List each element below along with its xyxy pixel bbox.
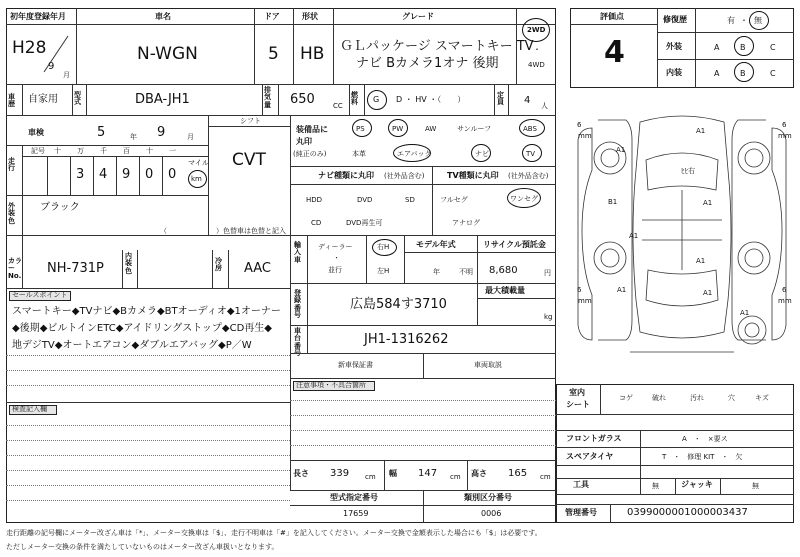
length-unit: cm bbox=[365, 473, 376, 481]
tools-label: 工具 bbox=[573, 480, 589, 489]
length-value: 339 bbox=[330, 468, 350, 479]
tv-analog: アナログ bbox=[452, 219, 480, 227]
interior-b: B bbox=[740, 69, 746, 78]
equipment-item: サンルーフ bbox=[457, 125, 492, 133]
mileage-digit: 0 bbox=[168, 167, 177, 182]
exterior-label: 外装 bbox=[666, 42, 682, 51]
mileage-label: 走行 bbox=[8, 157, 15, 173]
mileage-cell-divider bbox=[139, 156, 140, 195]
tire-label-rl: 6 bbox=[577, 286, 582, 294]
damage-mark: A1 bbox=[696, 257, 706, 265]
nav-sd: SD bbox=[405, 196, 415, 204]
mileage-unit-header: 一 bbox=[169, 147, 176, 155]
displacement-label: 排気量 bbox=[264, 86, 271, 109]
tv-oneseg: ワンセグ bbox=[510, 195, 538, 203]
selling-line-3: 地デジTV◆オートエアコン◆ダブルエアバッグ◆P／W bbox=[12, 340, 252, 351]
fuel-g: G bbox=[373, 95, 380, 104]
notes-label: 注意事項・不具合箇所 bbox=[296, 381, 366, 389]
import-parallel: 並行 bbox=[328, 266, 342, 274]
ac-label: 冷房 bbox=[215, 257, 222, 273]
selling-label: セールスポイント bbox=[12, 291, 68, 299]
nav-note: (社外品含む) bbox=[384, 172, 425, 180]
import-label: 輸入車 bbox=[294, 241, 301, 264]
mileage-digit: 9 bbox=[122, 167, 131, 182]
width-unit: cm bbox=[450, 473, 461, 481]
nav-title: ナビ種類に丸印 bbox=[318, 171, 374, 180]
body-shape: HB bbox=[300, 44, 325, 64]
damage-mark: A1 bbox=[617, 286, 627, 294]
mileage-unit-header: 百 bbox=[123, 147, 130, 155]
tire-unit-rl: mm bbox=[578, 297, 592, 305]
door-count: 5 bbox=[268, 44, 279, 64]
mileage-unit-header: 記号 bbox=[31, 147, 45, 155]
door-label: ドア bbox=[264, 12, 280, 21]
jack-label: ジャッキ bbox=[681, 480, 713, 489]
repair-ari: 有 bbox=[727, 16, 735, 25]
equipment-item: ABS bbox=[523, 125, 537, 133]
mileage-digit: 4 bbox=[99, 167, 108, 182]
equipment-label-1: 装備品に bbox=[296, 125, 328, 134]
model-year-value: 不明 bbox=[459, 268, 473, 276]
shift-label: シフト bbox=[240, 117, 261, 125]
cc-unit: CC bbox=[333, 102, 343, 110]
damage-mark: A1 bbox=[629, 232, 639, 240]
fuel-label: 燃料 bbox=[351, 91, 358, 107]
recycle-label: リサイクル預託金 bbox=[483, 240, 546, 249]
seat-yabure: 破れ bbox=[652, 394, 666, 402]
class-no-value: 0006 bbox=[481, 509, 502, 518]
mileage-digit: 3 bbox=[76, 167, 85, 182]
mileage-unit-header: 万 bbox=[77, 147, 84, 155]
first-reg-month: 9 bbox=[48, 61, 55, 72]
registration-label: 登録番号 bbox=[294, 289, 301, 320]
exterior-c: C bbox=[770, 43, 776, 52]
shift-value: CVT bbox=[232, 150, 266, 170]
recycle-unit: 円 bbox=[544, 269, 551, 277]
mileage-cell-divider bbox=[93, 156, 94, 195]
spare-value: T ・ 修理 KIT ・ 欠 bbox=[662, 453, 743, 461]
inspection-month-unit: 月 bbox=[187, 133, 194, 141]
tire-unit-fr: mm bbox=[778, 132, 792, 140]
nav-hdd: HDD bbox=[306, 196, 323, 204]
repair-label: 修復歴 bbox=[663, 15, 687, 24]
seat-kizu: キズ bbox=[755, 394, 769, 402]
seat-ana: 穴 bbox=[728, 394, 735, 402]
capacity-unit: 人 bbox=[541, 102, 548, 110]
inspection-year-unit: 年 bbox=[130, 133, 137, 141]
color-change-note: （ ）色替車は色替と記入 bbox=[160, 227, 286, 235]
damage-mark: A1 bbox=[616, 146, 626, 154]
seat-label-1: 室内 bbox=[569, 388, 585, 397]
right-hand: 右H bbox=[377, 243, 390, 251]
damage-mark: A1 bbox=[703, 289, 713, 297]
interior-a: A bbox=[714, 69, 720, 78]
jack-value: 無 bbox=[752, 482, 759, 490]
inspection-label: 車検 bbox=[28, 128, 44, 137]
width-value: 147 bbox=[418, 468, 438, 479]
eval-score: 4 bbox=[604, 35, 625, 70]
height-unit: cm bbox=[540, 473, 551, 481]
tv-fullseg: フルセグ bbox=[440, 196, 468, 204]
damage-mark: A1 bbox=[703, 199, 713, 207]
exterior-b: B bbox=[740, 43, 746, 52]
damage-mark: A1 bbox=[696, 127, 706, 135]
mileage-unit-header: 十 bbox=[146, 147, 153, 155]
footer-line-1: 走行距離の記号欄にメーター改ざん車は「*」、メーター交換車は「$」、走行不明車は「#」を記入してください。メーター交換で金額表示した場合にも「$」は必要です。 bbox=[6, 529, 542, 537]
tire-label-fl: 6 bbox=[577, 121, 582, 129]
recycle-value: 8,680 bbox=[489, 265, 518, 276]
glass-value: A ・ ×要ス bbox=[682, 435, 728, 443]
interior-label: 内装 bbox=[666, 68, 682, 77]
tire-unit-fl: mm bbox=[578, 132, 592, 140]
tv-title: TV種類に丸印 bbox=[447, 171, 499, 180]
type-no-label: 型式指定番号 bbox=[330, 493, 378, 502]
height-label: 高さ bbox=[471, 469, 487, 478]
equipment-item: 本革 bbox=[352, 150, 366, 158]
chassis-label: 車台番号 bbox=[294, 327, 301, 358]
nav-dvd-play: DVD再生可 bbox=[346, 219, 383, 227]
mileage-cell-divider bbox=[70, 156, 71, 195]
interior-c: C bbox=[770, 69, 776, 78]
mileage-cell-divider bbox=[116, 156, 117, 195]
color-label: 外装色 bbox=[8, 202, 15, 225]
class-no-label: 類別区分番号 bbox=[464, 493, 512, 502]
chassis-value: JH1-1316262 bbox=[364, 332, 449, 347]
first-reg-year: H28 bbox=[12, 38, 47, 58]
fuel-options: D ・ HV ・（ ） bbox=[396, 95, 466, 104]
footer-line-2: ただしメーター交換の条件を満たしていないものはメーター改ざん車扱いとなります。 bbox=[6, 543, 279, 551]
damage-mark: B1 bbox=[608, 198, 618, 206]
model-year-label: モデル年式 bbox=[416, 240, 456, 249]
mgmt-label: 管理番号 bbox=[565, 508, 597, 517]
warranty-label: 新車保証書 bbox=[338, 361, 373, 369]
model-label: 型式 bbox=[74, 91, 81, 107]
first-reg-slash bbox=[40, 34, 70, 74]
max-load-label: 最大積載量 bbox=[485, 286, 525, 295]
capacity-value: 4 bbox=[524, 95, 531, 106]
tire-label-fr: 6 bbox=[782, 121, 787, 129]
inspection-year: 5 bbox=[97, 125, 106, 140]
ac-value: AAC bbox=[244, 261, 271, 276]
grade-line2: ナビ Bカメラ1オナ 後期 bbox=[356, 56, 499, 71]
grade-label: グレード bbox=[402, 12, 434, 21]
spare-label: スペアタイヤ bbox=[566, 452, 614, 461]
tools-value: 無 bbox=[652, 482, 659, 490]
mileage-unit-header: 千 bbox=[100, 147, 107, 155]
height-value: 165 bbox=[508, 468, 528, 479]
equipment-label-3: (純正のみ) bbox=[293, 150, 327, 158]
type-no-value: 17659 bbox=[343, 509, 369, 518]
manual-label: 車両取説 bbox=[474, 361, 502, 369]
car-name-label: 車名 bbox=[155, 12, 171, 21]
model-year-unit: 年 bbox=[433, 268, 440, 276]
color-code-label: カラーNo. bbox=[8, 257, 22, 280]
equipment-label-2: 丸印 bbox=[296, 137, 312, 146]
max-load-unit: kg bbox=[544, 313, 553, 321]
seat-yogore: 汚れ bbox=[690, 394, 704, 402]
tv-note: (社外品含む) bbox=[508, 172, 549, 180]
mile-label: マイル bbox=[188, 159, 209, 167]
registration-value: 広島584す3710 bbox=[350, 297, 447, 312]
equipment-item: PS bbox=[356, 125, 365, 133]
mileage-digit: 0 bbox=[145, 167, 154, 182]
mileage-unit-header: 十 bbox=[54, 147, 61, 155]
glass-label: フロントガラス bbox=[566, 434, 622, 443]
seat-koge: コゲ bbox=[619, 394, 633, 402]
equipment-item: PW bbox=[392, 125, 404, 133]
damage-mark: A1 bbox=[740, 309, 750, 317]
equipment-item: TV bbox=[526, 150, 536, 158]
import-dealer: ディーラー bbox=[318, 243, 353, 251]
km-label: km bbox=[191, 175, 202, 183]
first-reg-label: 初年度登録年月 bbox=[10, 12, 66, 21]
shape-label: 形状 bbox=[302, 12, 318, 21]
color-value: ブラック bbox=[40, 202, 80, 213]
left-hand: 左H bbox=[377, 267, 390, 275]
inspection-month: 9 bbox=[157, 125, 166, 140]
nav-cd: CD bbox=[311, 219, 322, 227]
interior-color-label: 内装色 bbox=[125, 252, 132, 275]
equipment-item: ナビ bbox=[475, 150, 489, 158]
exterior-a: A bbox=[714, 43, 720, 52]
eval-label: 評価点 bbox=[600, 12, 624, 21]
mgmt-value: 0399000001000003437 bbox=[627, 507, 748, 518]
equipment-item: エアバック bbox=[397, 150, 432, 158]
width-label: 幅 bbox=[389, 469, 397, 478]
displacement-value: 650 bbox=[290, 92, 315, 107]
selling-line-1: スマートキー◆TVナビ◆Bカメラ◆BTオーディオ◆1オーナー bbox=[12, 306, 281, 317]
drive-2wd: 2WD bbox=[527, 26, 546, 34]
capacity-label: 定員 bbox=[497, 91, 504, 107]
grade-line1: ＧＬパッケージ スマートキー TV bbox=[340, 39, 534, 54]
nav-dvd: DVD bbox=[357, 196, 373, 204]
length-label: 長さ bbox=[293, 469, 309, 478]
usage-label: 車歴 bbox=[8, 93, 15, 109]
drive-4wd: 4WD bbox=[528, 61, 545, 69]
color-code: NH-731P bbox=[47, 261, 104, 276]
mileage-cell-divider bbox=[162, 156, 163, 195]
inspector-label: 検査記入欄 bbox=[12, 405, 47, 413]
tire-unit-rr: mm bbox=[778, 297, 792, 305]
first-reg-month-suffix: 月 bbox=[63, 71, 70, 79]
equipment-item: AW bbox=[425, 125, 437, 133]
car-name: N-WGN bbox=[137, 44, 198, 64]
seat-label-2: シート bbox=[566, 400, 590, 409]
car-diagram bbox=[570, 100, 794, 370]
selling-line-2: ◆後期◆ビルトインETC◆アイドリングストップ◆CD再生◆ bbox=[12, 323, 272, 334]
usage-value: 自家用 bbox=[28, 94, 58, 105]
mileage-cell-divider bbox=[47, 156, 48, 195]
tire-label-rr: 6 bbox=[782, 286, 787, 294]
model-value: DBA-JH1 bbox=[135, 92, 190, 107]
repair-nashi: 無 bbox=[754, 16, 762, 25]
damage-mark: ﾋﾋ右 bbox=[681, 167, 695, 175]
